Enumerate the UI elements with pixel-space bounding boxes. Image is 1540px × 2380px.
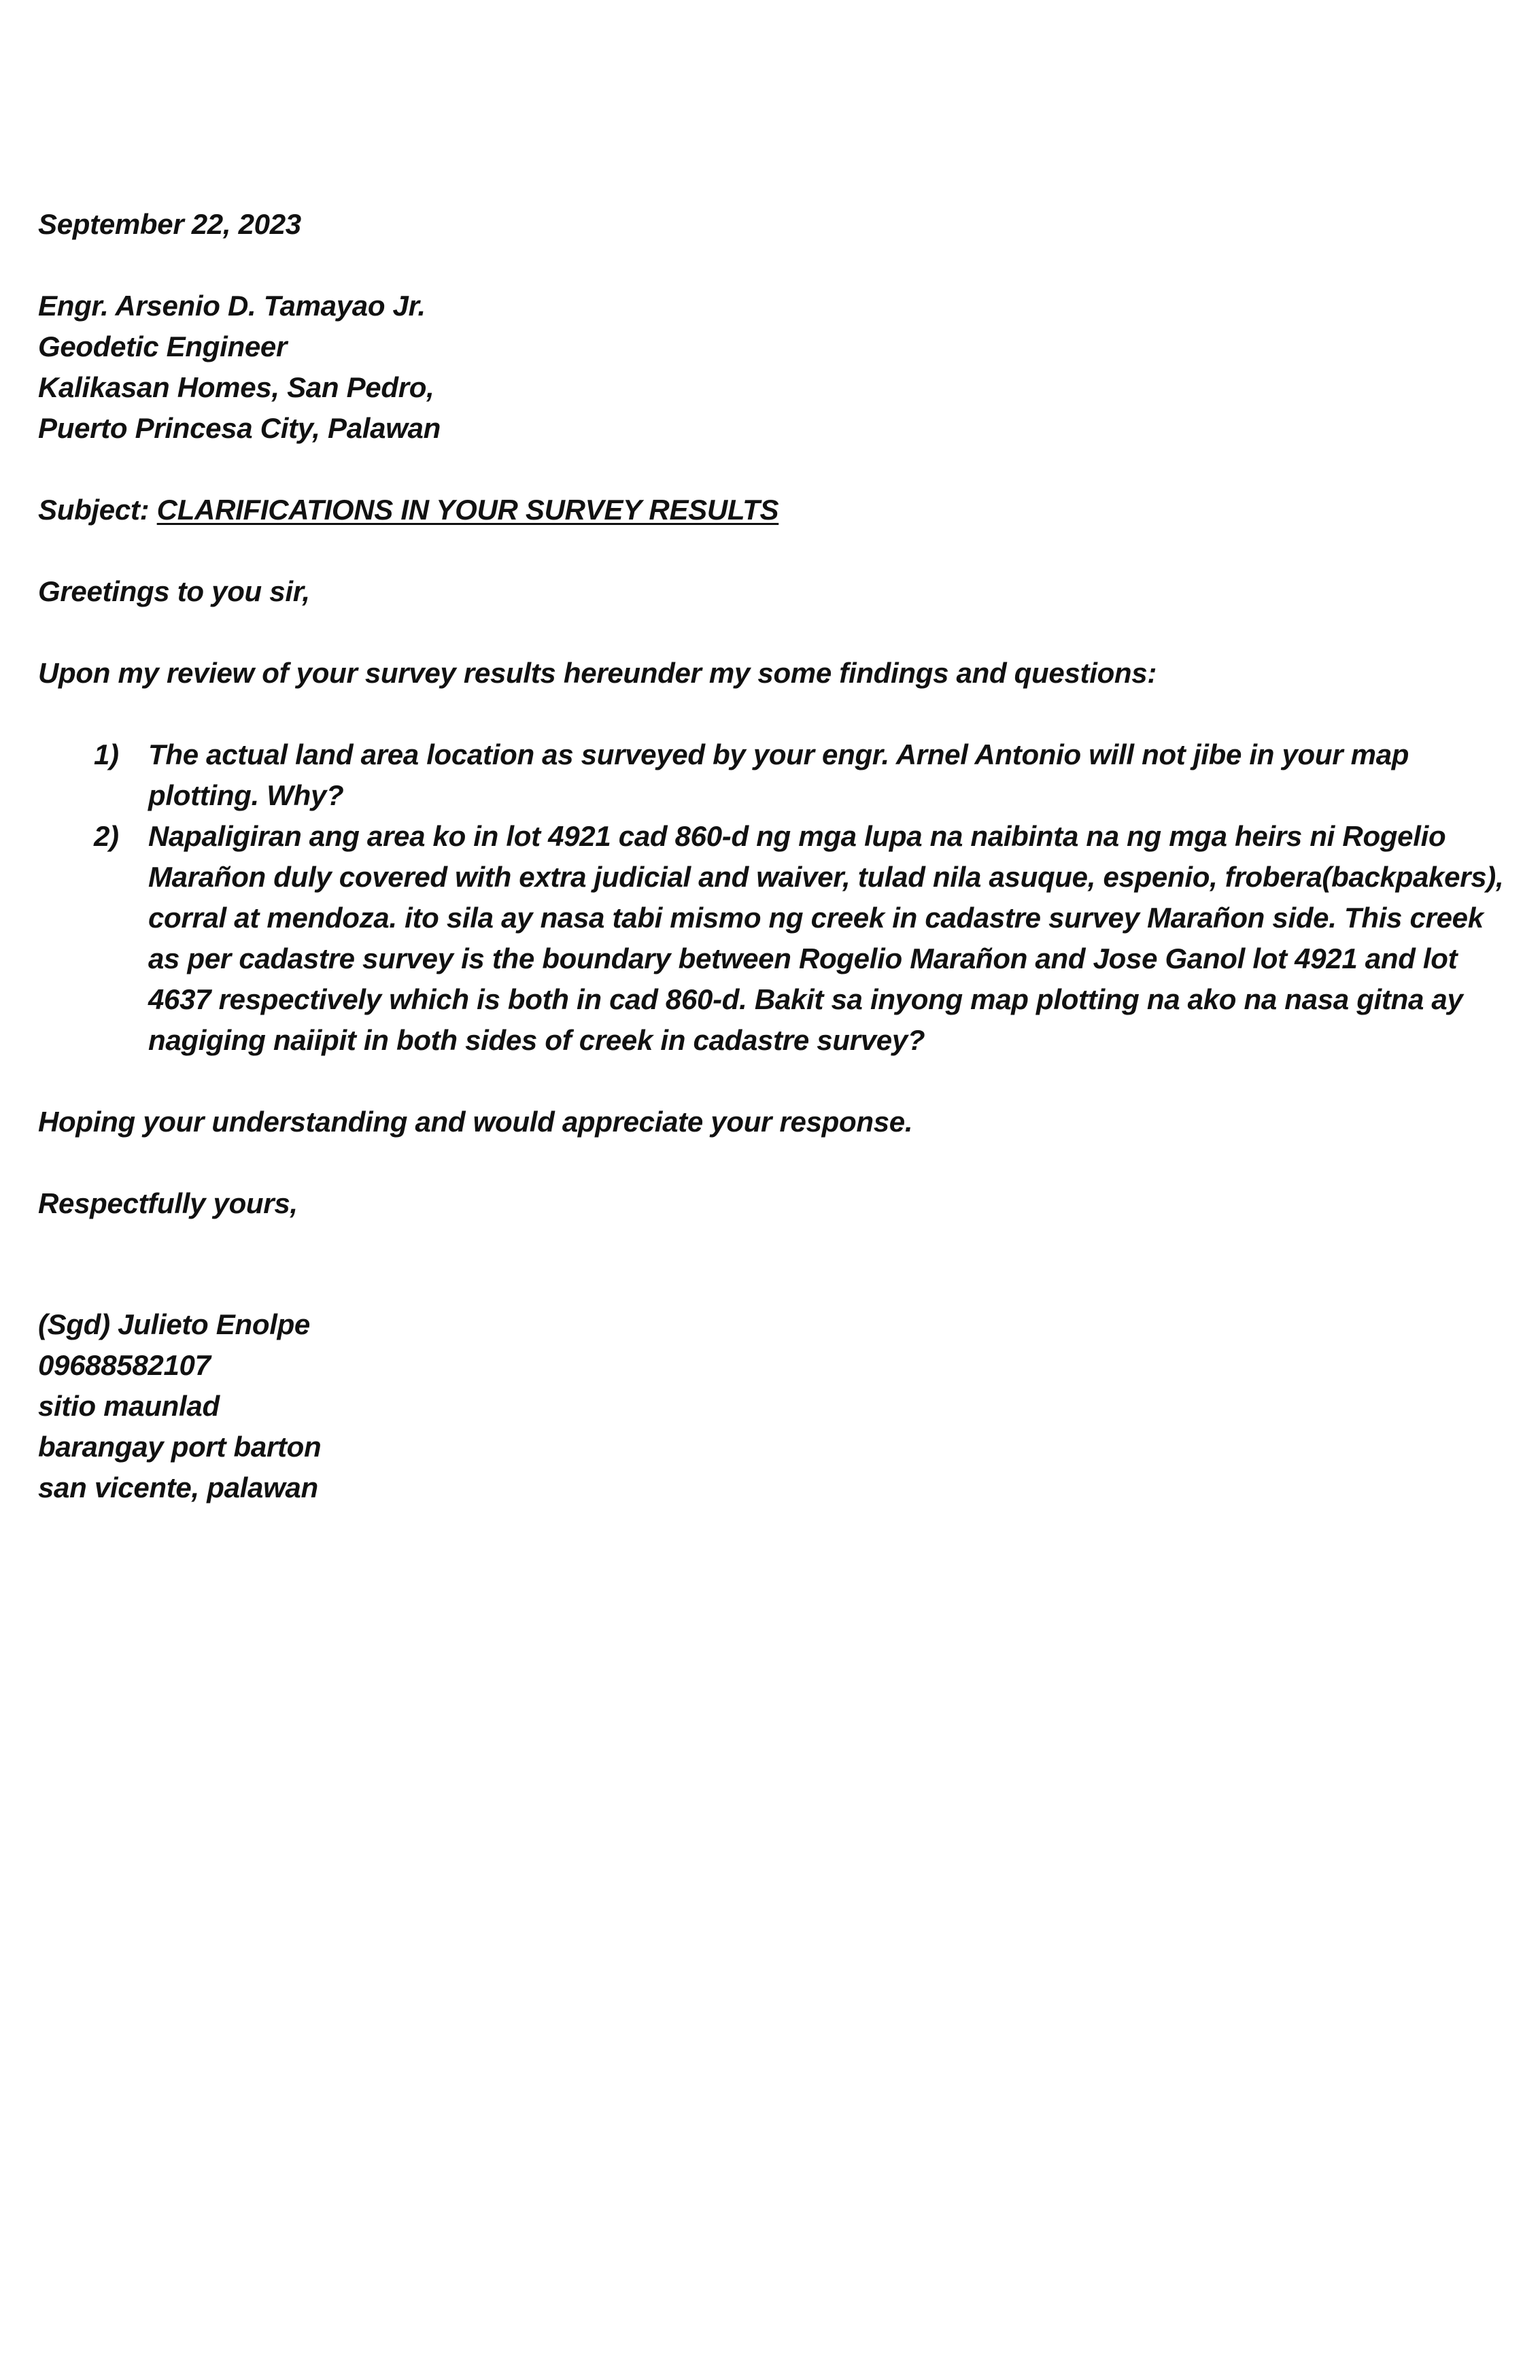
letter-body: [38, 204, 1504, 1508]
intro-paragraph: [38, 653, 1479, 694]
list-item-text: The actual land area location as surveyed by your engr. Arnel Antonio will not jibe in your map plotting. Why?: [148, 738, 1409, 811]
complimentary-close: [38, 1183, 1479, 1224]
signatory-address-line2: barangay port barton: [38, 1431, 322, 1463]
subject-value: CLARIFICATIONS IN YOUR SURVEY RESULTS: [156, 494, 779, 526]
signature-block: [38, 1304, 1479, 1508]
closing-statement-text: Hoping your understanding and would appreciate your response.: [38, 1106, 913, 1138]
recipient-address-line2: Puerto Princesa City, Palawan: [38, 412, 441, 444]
list-item-number: 2): [94, 820, 119, 852]
date-text: September 22, 2023: [38, 208, 301, 240]
intro-text: Upon my review of your survey results hereunder my some findings and questions:: [38, 657, 1157, 689]
signatory-name: (Sgd) Julieto Enolpe: [38, 1308, 310, 1340]
recipient-block: [38, 286, 1479, 449]
list-item: [38, 734, 1508, 816]
subject-label: Subject:: [38, 494, 150, 526]
signatory-phone: 09688582107: [38, 1349, 211, 1381]
findings-list: [38, 734, 1504, 1061]
list-item: [38, 816, 1508, 1061]
signatory-address-line3: san vicente, palawan: [38, 1472, 318, 1503]
recipient-title: Geodetic Engineer: [38, 330, 287, 362]
recipient-name: Engr. Arsenio D. Tamayao Jr.: [38, 290, 426, 322]
greeting: [38, 571, 1479, 612]
closing-statement: [38, 1102, 1479, 1142]
list-item-number: 1): [94, 738, 119, 770]
letter-date: [38, 204, 1479, 245]
list-item-text: Napaligiran ang area ko in lot 4921 cad 860-d ng mga lupa na naibinta na ng mga heirs ni Rogelio Marañon duly covered with extra judicial and waiver, tulad nila asuque, espenio, frobera(backpakers), corral at mendoza. ito sila ay nasa tabi mismo ng creek in cadastre survey Marañon side. This creek as per cadastre survey is the boundary between Rogelio Marañon and Jose Ganol lot 4921 and lot 4637 respectively which is both in cad 860-d. Bakit sa inyong map plotting na ako na nasa gitna ay nagiging naiipit in both sides of creek in cadastre survey?: [148, 820, 1504, 1056]
signatory-address-line1: sitio maunlad: [38, 1390, 220, 1422]
recipient-address-line1: Kalikasan Homes, San Pedro,: [38, 371, 434, 403]
subject-line: [38, 490, 1479, 530]
complimentary-close-text: Respectfully yours,: [38, 1187, 298, 1219]
greeting-text: Greetings to you sir,: [38, 575, 310, 607]
